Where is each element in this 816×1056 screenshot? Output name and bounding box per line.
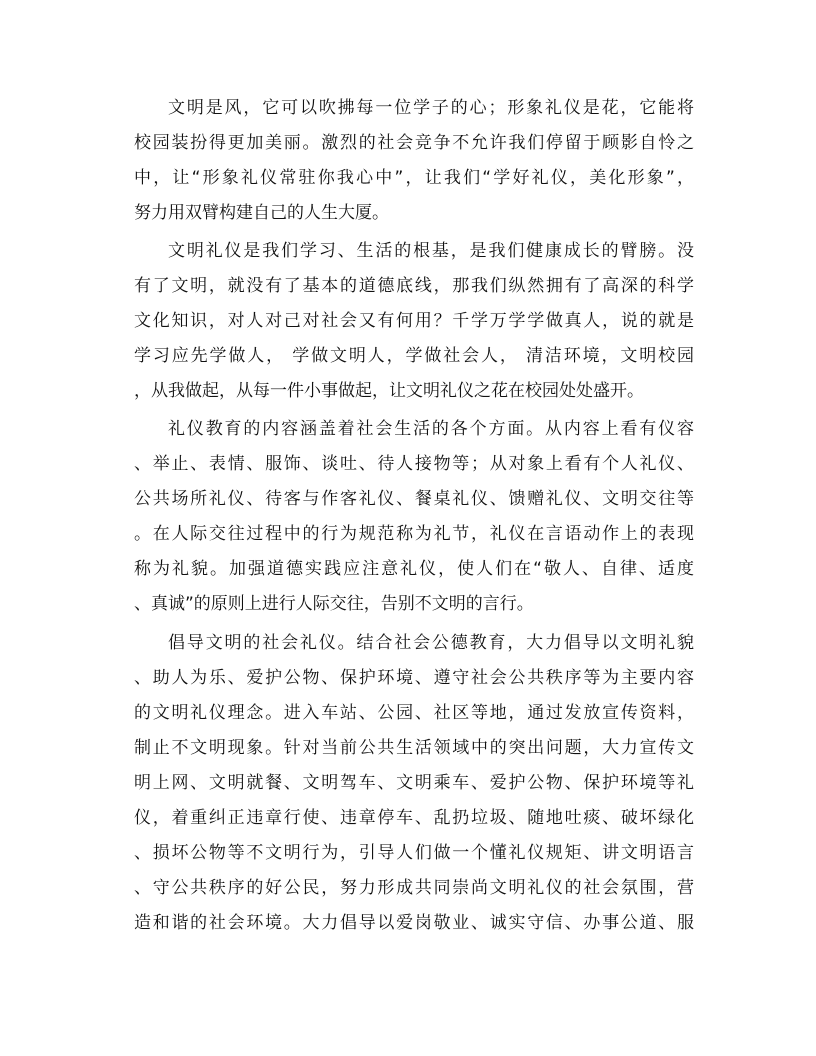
paragraph-4-line-7: 、损坏公物等不文明行为，引导人们做一个懂礼仪规矩、讲文明语言 (134, 843, 694, 863)
paragraph-4-line-9: 造和谐的社会环境。大力倡导以爱岗敬业、诚实守信、办事公道、服 (134, 913, 694, 933)
paragraph-4-line-3: 的文明礼仪理念。进入车站、公园、社区等地，通过发放宣传资料， (134, 703, 694, 723)
paragraph-4-line-4: 制止不文明现象。针对当前公共生活领域中的突出问题，大力宣传文 (134, 738, 694, 758)
paragraph-2-line-4: 学习应先学做人， 学做文明人，学做社会人， 清洁环境，文明校园 (134, 346, 694, 366)
paragraph-1-line-1: 文明是风，它可以吹拂每一位学子的心；形象礼仪是花，它能将 (168, 98, 694, 118)
paragraph-3-line-1: 礼仪教育的内容涵盖着社会生活的各个方面。从内容上看有仪容 (168, 419, 694, 439)
paragraph-3-line-3: 公共场所礼仪、待客与作客礼仪、餐桌礼仪、馈赠礼仪、文明交往等 (134, 489, 694, 509)
paragraph-3-line-6: 、真诚”的原则上进行人际交往，告别不文明的言行。 (134, 594, 534, 614)
paragraph-2-line-2: 有了文明，就没有了基本的道德底线，那我们纵然拥有了高深的科学 (134, 276, 694, 296)
paragraph-1-line-4: 努力用双臂构建自己的人生大厦。 (134, 203, 389, 223)
paragraph-1-line-2: 校园装扮得更加美丽。激烈的社会竞争不允许我们停留于顾影自怜之 (134, 133, 694, 153)
paragraph-4-line-8: 、守公共秩序的好公民，努力形成共同崇尚文明礼仪的社会氛围，营 (134, 878, 694, 898)
paragraph-3-line-4: 。在人际交往过程中的行为规范称为礼节，礼仪在言语动作上的表现 (134, 524, 694, 544)
paragraph-1-line-3: 中，让“形象礼仪常驻你我心中”，让我们“学好礼仪，美化形象”， (134, 168, 694, 188)
paragraph-3-line-5: 称为礼貌。加强道德实践应注意礼仪，使人们在“敬人、自律、适度 (134, 559, 694, 579)
paragraph-4-line-2: 、助人为乐、爱护公物、保护环境、遵守社会公共秩序等为主要内容 (134, 668, 694, 688)
paragraph-3-line-2: 、举止、表情、服饰、谈吐、待人接物等；从对象上看有个人礼仪、 (134, 454, 694, 474)
paragraph-4-line-1: 倡导文明的社会礼仪。结合社会公德教育，大力倡导以文明礼貌 (168, 633, 694, 653)
paragraph-4-line-5: 明上网、文明就餐、文明驾车、文明乘车、爱护公物、保护环境等礼 (134, 773, 694, 793)
paragraph-2-line-5: ，从我做起，从每一件小事做起，让文明礼仪之花在校园处处盛开。 (134, 381, 644, 401)
paragraph-4-line-6: 仪，着重纠正违章行使、违章停车、乱扔垃圾、随地吐痰、破坏绿化 (134, 808, 694, 828)
paragraph-2-line-1: 文明礼仪是我们学习、生活的根基，是我们健康成长的臂膀。没 (168, 241, 694, 261)
paragraph-2-line-3: 文化知识，对人对己对社会又有何用？千学万学学做真人，说的就是 (134, 311, 694, 331)
